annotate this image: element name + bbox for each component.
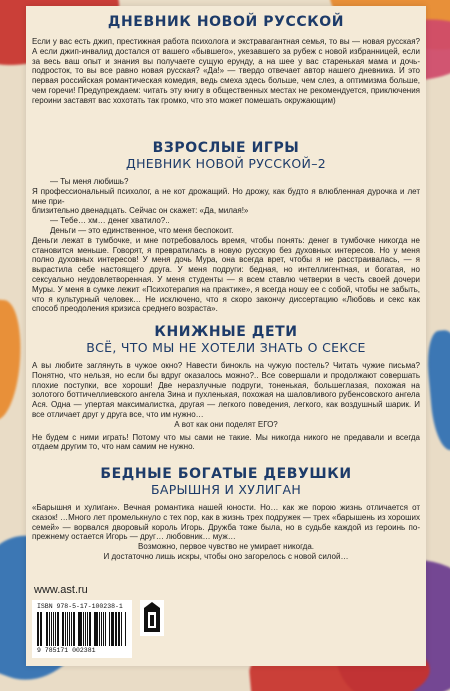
barcode-bar: [121, 612, 123, 646]
section-title: БЕДНЫЕ БОГАТЫЕ ДЕВУШКИ: [100, 466, 352, 482]
section-poor-rich-girls: [32, 466, 420, 562]
barcode-bar: [49, 612, 50, 646]
barcode-bar: [41, 612, 42, 646]
barcode-bar: [76, 612, 77, 646]
barcode-bar: [55, 612, 57, 646]
section-subtitle: ВСЁ, ЧТО МЫ НЕ ХОТЕЛИ ЗНАТЬ О СЕКСЕ: [86, 340, 366, 355]
barcode-bar: [40, 612, 41, 646]
section-line: А вот как они поделят ЕГО?: [174, 419, 278, 429]
barcode-bar: [89, 612, 91, 646]
section-adult-games: [32, 140, 420, 314]
barcode: [37, 612, 127, 646]
barcode-bar: [123, 612, 124, 646]
barcode-bar: [46, 612, 48, 646]
barcode-bar: [101, 612, 103, 646]
dialog-line: Деньги — это единственное, что меня беспокоит.: [50, 225, 234, 235]
website-url: www.ast.ru: [34, 584, 88, 596]
dialog-line: — Тебе… хм… денег хватило?..: [50, 216, 170, 226]
publisher-logo-icon: [140, 600, 164, 636]
barcode-bar: [103, 612, 104, 646]
section-title: ДНЕВНИК НОВОЙ РУССКОЙ: [107, 14, 345, 30]
section-subtitle: БАРЫШНЯ И ХУЛИГАН: [150, 482, 302, 497]
barcode-bar: [60, 612, 61, 646]
barcode-bar: [69, 612, 71, 646]
dialog-line: — Ты меня любишь?: [50, 177, 129, 186]
barcode-number: 9 785171 002381: [37, 647, 96, 654]
isbn-label: ISBN 978-5-17-100238-1: [37, 603, 123, 610]
section-text: Деньги лежат в тумбочке, и мне потребовалось время, чтобы понять: денег в тумбочке никогда не становится меньше. Говорят, я превратилась в новую русскую без духовных интересов. Но у меня полно духовных интересов! У меня дочь Мура, она всегда врет, чтобы я не расстраивалась, — я вырастила себе настоящего друга. У меня подруги: бедная, но интеллигентная, и богатая, но сексуально неудовлетворенная. У меня студенты — я всем ставлю четверки в честь своей дочери Муры. У меня в сумке лежит «Психотерапия на практике», я всегда ношу ее с собой, чтобы не забыть, что я культурный человек… Не исключено, что я скоро закончу диссертацию «Любовь и секс как способ преодоления кризиса среднего возраста».: [32, 235, 420, 314]
barcode-bar: [94, 612, 95, 646]
barcode-bar: [99, 612, 100, 646]
barcode-bar: [116, 612, 117, 646]
barcode-bar: [78, 612, 79, 646]
section-title: КНИЖНЫЕ ДЕТИ: [154, 324, 298, 340]
paint-stroke: [0, 298, 25, 421]
dialog-line: Я профессиональный психолог, а не кот дрожащий. Но дрожу, как будто я влюбленная дурочка и лет мне при-: [32, 186, 420, 206]
barcode-bar: [37, 612, 39, 646]
barcode-bar: [115, 612, 116, 646]
barcode-bar: [73, 612, 75, 646]
barcode-bar: [67, 612, 68, 646]
barcode-block: [32, 600, 132, 658]
section-subtitle: ДНЕВНИК НОВОЙ РУССКОЙ–2: [126, 156, 326, 171]
section-closing: Не будем с ними играть! Потому что мы сами не такие. Мы никогда никого не предавали и всегда отдаем другим то, что нам самим не нужно.: [32, 432, 420, 452]
section-diary: [32, 14, 420, 106]
barcode-bar: [105, 612, 106, 646]
barcode-bar: [111, 612, 113, 646]
barcode-bar: [87, 612, 88, 646]
section-text: Если у вас есть джип, престижная работа психолога и экстравагантная семья, то вы — новая русская? А если джип-инвалид достался от вашего «бывшего», укезавшего за рубеж с новой избранницей, если за весь ваш опыт и знания вы получаете сущую ерунду, а на шее у вас старенькая мама и дочь-подросток, то вы все равно новая русская? «Да!» — твердо отвечает автор нашего дневника. И это первая российская романтическая комедия, ведь смеха здесь больше, чем слез, а оптимизма больше, чем горечи! Предупреждаем: читать эту книгу в общественных местах не рекомендуется, приключения героини заставят вас хохотать так громко, что это может помешать окружающим): [32, 37, 420, 105]
dialog-lines: [32, 177, 420, 236]
barcode-bar: [125, 612, 126, 646]
section-text: «Барышня и хулиган». Вечная романтика нашей юности. Но… как же порою жизнь отличается от сказок! …Много лет промелькнуло с тех пор, как в жизнь трех подружек — трех «барышень из хороших семей» — ворвался дворовый король Игорь. Дружба тоже была, но в судьбе каждой из героинь по-прежнему остается Игорь — друг… любовник… муж…: [32, 503, 420, 542]
section-text: А вы любите заглянуть в чужое окно? Навести бинокль на чужую постель? Читать чужие письма? Понятно, что нельзя, но если бы вдруг оказалось можно?.. Все совершали и продолжают совершать плохие поступки, все хороши! Две неразлучные подруги, тоненькая, большеглазая, похожая на золотого боттичеллиевского ангела Зина и пухленькая, похожая на шаловливого рубенсовского ангела Ася. Одна — упертая максималистка, другая — легкого поведения, легкого, как воздушный шарик. И все отличает друг у друга все, что им нужно…: [32, 361, 420, 419]
paint-stroke: [425, 328, 450, 451]
barcode-bar: [95, 612, 97, 646]
barcode-bar: [57, 612, 59, 646]
section-line: И достаточно лишь искры, чтобы оно загорелось с новой силой…: [103, 551, 349, 561]
barcode-bar: [85, 612, 86, 646]
barcode-bar: [51, 612, 52, 646]
barcode-bar: [53, 612, 54, 646]
barcode-bar: [83, 612, 85, 646]
section-title: ВЗРОСЛЫЕ ИГРЫ: [152, 140, 300, 156]
barcode-bar: [71, 612, 72, 646]
barcode-bar: [43, 612, 45, 646]
barcode-bar: [118, 612, 120, 646]
barcode-bar: [65, 612, 66, 646]
barcode-bar: [62, 612, 64, 646]
barcode-bar: [107, 612, 109, 646]
barcode-bar: [92, 612, 93, 646]
barcode-bar: [109, 612, 110, 646]
barcode-bar: [79, 612, 81, 646]
section-line: Возможно, первое чувство не умирает никогда.: [138, 542, 314, 552]
dialog-line: близительно двенадцать. Сейчас он скажет: «Да, милая!»: [32, 206, 249, 216]
section-book-kids: [32, 324, 420, 452]
